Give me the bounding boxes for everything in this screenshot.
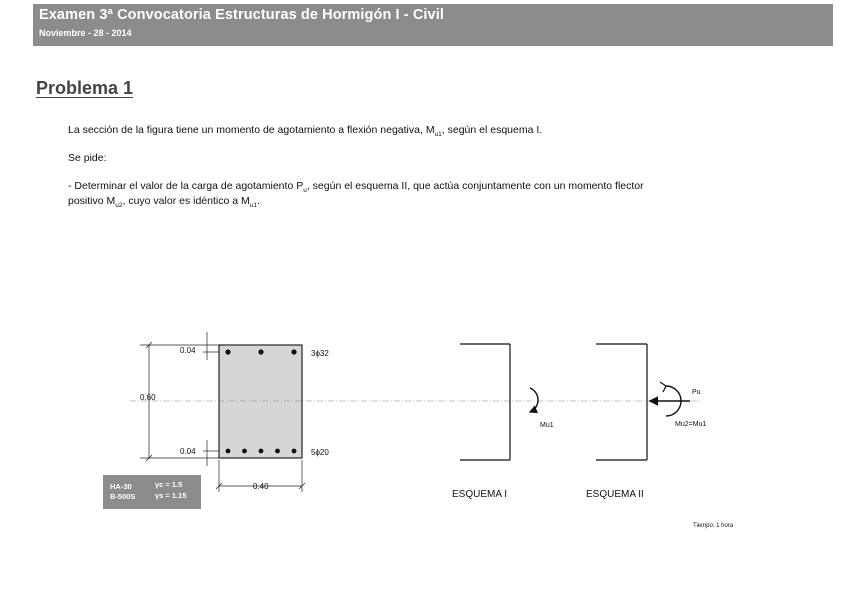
task-paragraph: - Determinar el valor de la carga de agotamiento $P_u$, según el esquema II, que actúa conjuntamente con un momento flector positivo $M_{u2}$, cuyo valor es idéntico a $M_{u1}$. — [68, 180, 644, 210]
dim-bottom-cover: 0.04 — [180, 447, 196, 456]
bottom-rebar-label: 5ϕ20 — [311, 448, 329, 457]
materials-box — [103, 475, 201, 509]
top-rebar-bar — [258, 349, 263, 354]
bottom-rebar-bar — [259, 449, 264, 454]
bottom-rebar-bar — [275, 449, 280, 454]
dim-top-cover: 0.04 — [180, 346, 196, 355]
scheme-2-moment-label: Mu2=Mu1 — [675, 421, 707, 428]
statement-paragraph: La sección de la figura tiene un momento de agotamiento a flexión negativa, $M_{u1}$, según el esquema I. — [68, 124, 543, 139]
gamma-concrete: γc = 1.5 — [155, 480, 183, 489]
bottom-rebar-bar — [226, 449, 231, 454]
bottom-rebar-bar — [292, 449, 297, 454]
exam-date: Noviembre - 28 - 2014 — [39, 28, 132, 38]
moment-arrow-1 — [530, 388, 538, 412]
scheme-2-load-label: Pu — [692, 389, 701, 396]
problem-title: Problema 1 — [36, 78, 134, 98]
dim-width: 0.40 — [253, 482, 269, 491]
scheme-1-label: ESQUEMA I — [452, 489, 508, 500]
exam-title: Examen 3ª Convocatoria Estructuras de Hormigón I - Civil — [39, 7, 444, 23]
bottom-rebar-bar — [242, 449, 247, 454]
scheme-1-moment-label: Mu1 — [540, 422, 554, 429]
gamma-steel: γs = 1.15 — [155, 491, 187, 500]
top-rebar-bar — [291, 349, 296, 354]
time-note: Tiempo: 1 hora — [693, 523, 734, 529]
scheme-2-drawing — [596, 344, 690, 460]
request-label: Se pide: — [68, 152, 107, 164]
steel-grade: B-500S — [110, 492, 136, 501]
top-rebar-bar — [225, 349, 230, 354]
cross-section — [130, 345, 700, 458]
scheme-2-label: ESQUEMA II — [586, 489, 644, 500]
dim-height: 0.60 — [140, 393, 156, 402]
top-rebar-label: 3ϕ32 — [311, 349, 329, 358]
concrete-grade: HA-30 — [110, 482, 132, 491]
scheme-1-drawing — [460, 344, 538, 460]
